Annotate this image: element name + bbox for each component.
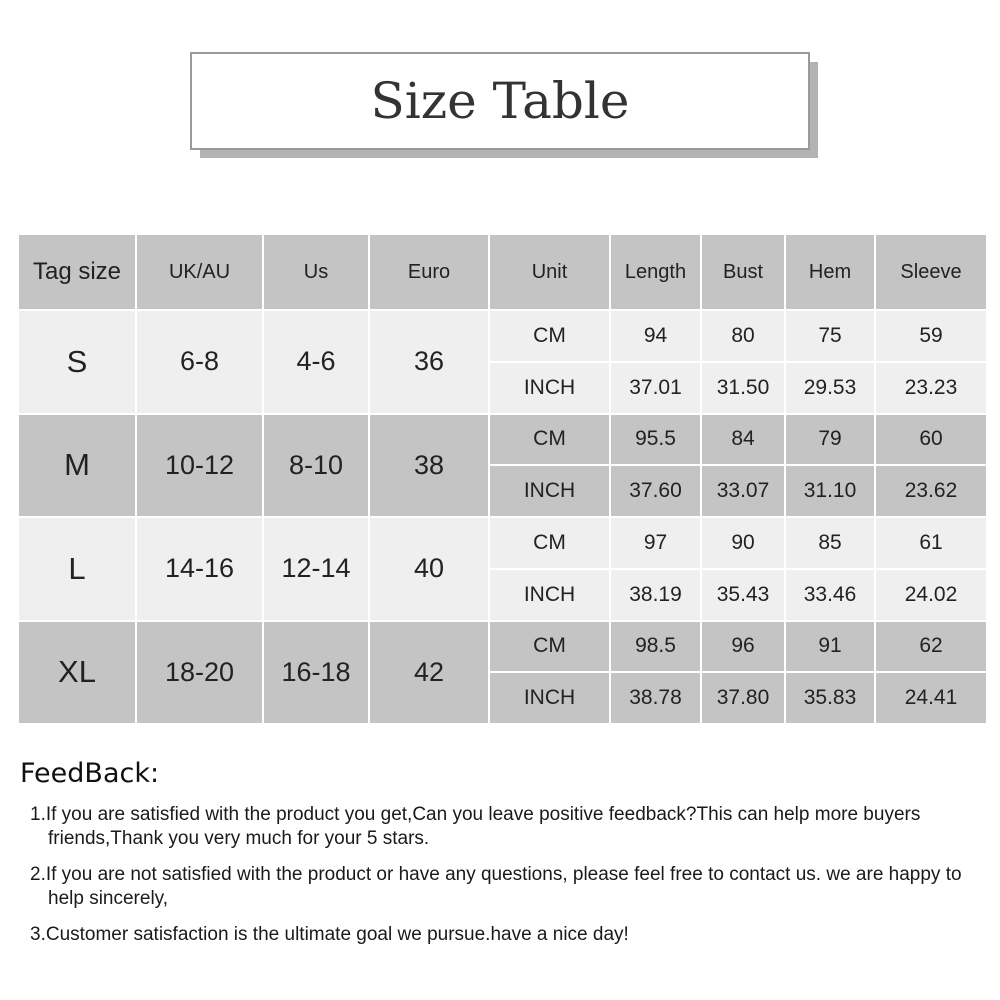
table-row (18, 414, 987, 466)
header-euro: Euro (369, 234, 489, 310)
unit-cell: INCH (489, 362, 610, 414)
header-us: Us (263, 234, 369, 310)
length-cell: 37.01 (610, 362, 701, 414)
header-sleeve: Sleeve (875, 234, 987, 310)
bust-cell: 90 (701, 517, 785, 569)
title-banner (190, 52, 820, 160)
unit-cell: CM (489, 517, 610, 569)
sleeve-cell: 23.62 (875, 465, 987, 517)
hem-cell: 33.46 (785, 569, 875, 621)
us-cell: 16-18 (263, 621, 369, 725)
hem-cell: 79 (785, 414, 875, 466)
feedback-item: 1.If you are satisfied with the product you get,Can you leave positive feedback?This can help more buyers friends,Thank you very much for your 5 stars. (30, 804, 921, 849)
euro-cell: 36 (369, 310, 489, 414)
sleeve-cell: 24.41 (875, 672, 987, 724)
header-uk-au: UK/AU (136, 234, 263, 310)
hem-cell: 35.83 (785, 672, 875, 724)
unit-cell: CM (489, 414, 610, 466)
sleeve-cell: 61 (875, 517, 987, 569)
us-cell: 12-14 (263, 517, 369, 621)
bust-cell: 33.07 (701, 465, 785, 517)
length-cell: 98.5 (610, 621, 701, 673)
tag-size-cell: L (18, 517, 136, 621)
hem-cell: 75 (785, 310, 875, 362)
bust-cell: 80 (701, 310, 785, 362)
unit-cell: INCH (489, 672, 610, 724)
hem-cell: 31.10 (785, 465, 875, 517)
table-row (18, 517, 987, 569)
us-cell: 4-6 (263, 310, 369, 414)
length-cell: 94 (610, 310, 701, 362)
size-table (17, 233, 988, 725)
tag-size-cell: S (18, 310, 136, 414)
sleeve-cell: 24.02 (875, 569, 987, 621)
unit-cell: CM (489, 621, 610, 673)
length-cell: 38.78 (610, 672, 701, 724)
feedback-section (20, 758, 980, 959)
unit-cell: INCH (489, 465, 610, 517)
uk-au-cell: 18-20 (136, 621, 263, 725)
sleeve-cell: 62 (875, 621, 987, 673)
length-cell: 38.19 (610, 569, 701, 621)
tag-size-cell: M (18, 414, 136, 518)
sleeve-cell: 59 (875, 310, 987, 362)
unit-cell: INCH (489, 569, 610, 621)
uk-au-cell: 14-16 (136, 517, 263, 621)
page-title: Size Table (190, 52, 810, 150)
bust-cell: 35.43 (701, 569, 785, 621)
uk-au-cell: 10-12 (136, 414, 263, 518)
uk-au-cell: 6-8 (136, 310, 263, 414)
header-row (18, 234, 987, 310)
bust-cell: 31.50 (701, 362, 785, 414)
bust-cell: 84 (701, 414, 785, 466)
bust-cell: 37.80 (701, 672, 785, 724)
hem-cell: 29.53 (785, 362, 875, 414)
header-bust: Bust (701, 234, 785, 310)
tag-size-cell: XL (18, 621, 136, 725)
unit-cell: CM (489, 310, 610, 362)
sleeve-cell: 23.23 (875, 362, 987, 414)
euro-cell: 42 (369, 621, 489, 725)
feedback-item: 2.If you are not satisfied with the product or have any questions, please feel free to contact us. we are happy to help sincerely, (30, 864, 962, 909)
header-hem: Hem (785, 234, 875, 310)
table-row (18, 310, 987, 362)
header-tag-size: Tag size (18, 234, 136, 310)
hem-cell: 85 (785, 517, 875, 569)
feedback-title: FeedBack: (20, 758, 160, 789)
bust-cell: 96 (701, 621, 785, 673)
table-row (18, 621, 987, 673)
length-cell: 97 (610, 517, 701, 569)
feedback-item: 3.Customer satisfaction is the ultimate goal we pursue.have a nice day! (30, 924, 629, 945)
euro-cell: 38 (369, 414, 489, 518)
us-cell: 8-10 (263, 414, 369, 518)
hem-cell: 91 (785, 621, 875, 673)
feedback-list (20, 803, 980, 947)
header-unit: Unit (489, 234, 610, 310)
length-cell: 95.5 (610, 414, 701, 466)
length-cell: 37.60 (610, 465, 701, 517)
euro-cell: 40 (369, 517, 489, 621)
header-length: Length (610, 234, 701, 310)
sleeve-cell: 60 (875, 414, 987, 466)
